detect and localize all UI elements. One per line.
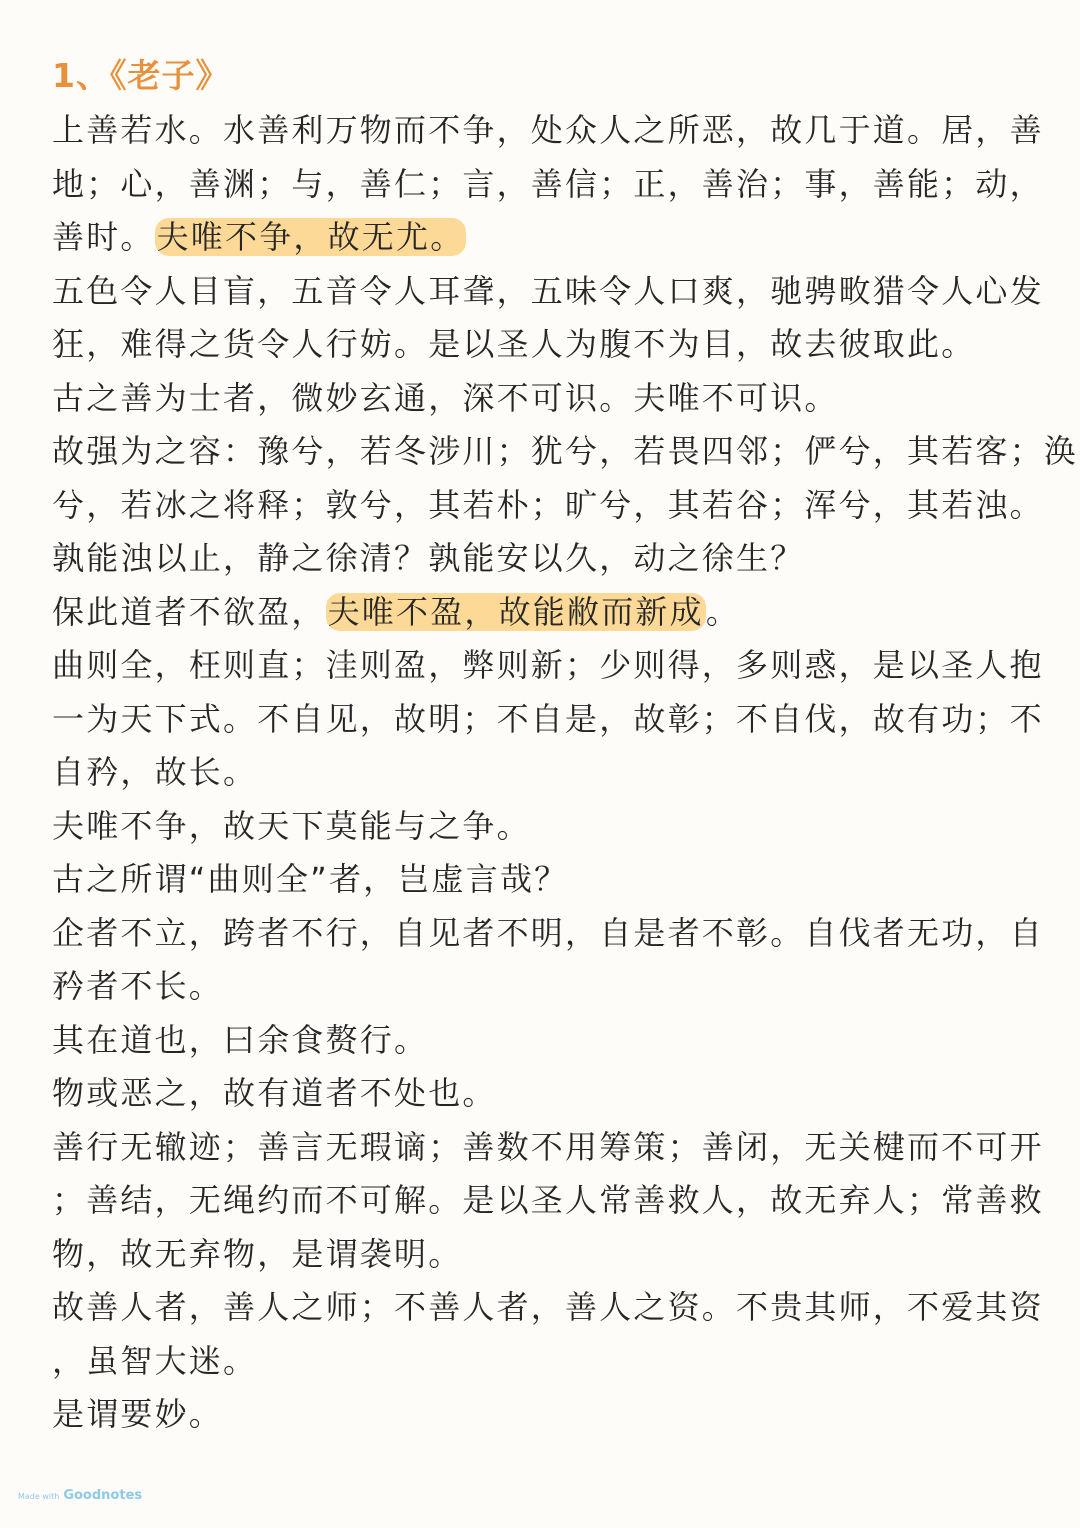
text-line: 孰能浊以止，静之徐清？孰能安以久，动之徐生？ bbox=[52, 539, 805, 577]
highlighted-text: 夫唯不盈，故能敝而新成 bbox=[327, 592, 704, 631]
text-line: 矜者不长。 bbox=[52, 967, 224, 1005]
text-line: 是谓要妙。 bbox=[52, 1395, 224, 1433]
text-line: 善行无辙迹；善言无瑕谪；善数不用筹策；善闭，无关楗而不可开 bbox=[52, 1127, 1044, 1166]
text-line: 夫唯不争，故天下莫能与之争。 bbox=[52, 806, 531, 845]
text-line: 一为天下式。不自见，故明；不自是，故彰；不自伐，故有功；不 bbox=[52, 699, 1044, 738]
line-text: 善时。 bbox=[52, 218, 155, 256]
text-line: 故善人者，善人之师；不善人者，善人之资。不贵其师，不爱其资 bbox=[52, 1288, 1044, 1326]
section-heading: 1、《老子》 bbox=[52, 56, 230, 95]
text-line: 兮，若冰之将释；敦兮，其若朴；旷兮，其若谷；浑兮，其若浊。 bbox=[52, 485, 1044, 524]
line-text: 保此道者不欲盈， bbox=[52, 592, 326, 631]
text-line: 古之善为士者，微妙玄通，深不可识。夫唯不可识。 bbox=[52, 378, 839, 417]
text-line: 自矜，故长。 bbox=[52, 753, 258, 791]
highlighted-text: 夫唯不争，故无尤。 bbox=[156, 218, 465, 256]
text-line bbox=[52, 586, 1022, 640]
text-line: 古之所谓“曲则全”者，岂虚言哉？ bbox=[52, 860, 569, 898]
body-text bbox=[52, 104, 1079, 1442]
text-line bbox=[52, 211, 1022, 265]
text-line: 地；心，善渊；与，善仁；言，善信；正，善治；事，善能；动， bbox=[52, 164, 1044, 203]
line-text: 。 bbox=[705, 592, 741, 631]
text-line: 狂，难得之货令人行妨。是以圣人为腹不为目，故去彼取此。 bbox=[52, 325, 976, 363]
text-line: 五色令人目盲，五音令人耳聋，五味令人口爽，驰骋畋猎令人心发 bbox=[52, 271, 1044, 310]
made-with-label: Made with bbox=[18, 1492, 60, 1501]
text-line: 企者不立，跨者不行，自见者不明，自是者不彰。自伐者无功，自 bbox=[52, 913, 1044, 952]
text-line: 其在道也，曰余食赘行。 bbox=[52, 1020, 429, 1059]
text-line: 曲则全，枉则直；洼则盈，弊则新；少则得，多则惑，是以圣人抱 bbox=[52, 646, 1044, 684]
brand-name: Goodnotes bbox=[63, 1488, 143, 1503]
text-line: 物，故无弃物，是谓袭明。 bbox=[52, 1234, 463, 1273]
goodnotes-watermark bbox=[18, 1488, 142, 1503]
text-line: ，虽智大迷。 bbox=[52, 1341, 258, 1380]
text-line: 上善若水。水善利万物而不争，处众人之所恶，故几于道。居，善 bbox=[52, 111, 1044, 149]
text-line: 物或恶之，故有道者不处也。 bbox=[52, 1074, 497, 1112]
text-line: 故强为之容：豫兮，若冬涉川；犹兮，若畏四邻；俨兮，其若客；涣 bbox=[52, 432, 1079, 470]
text-line: ；善结，无绳约而不可解。是以圣人常善救人，故无弃人；常善救 bbox=[52, 1181, 1044, 1219]
